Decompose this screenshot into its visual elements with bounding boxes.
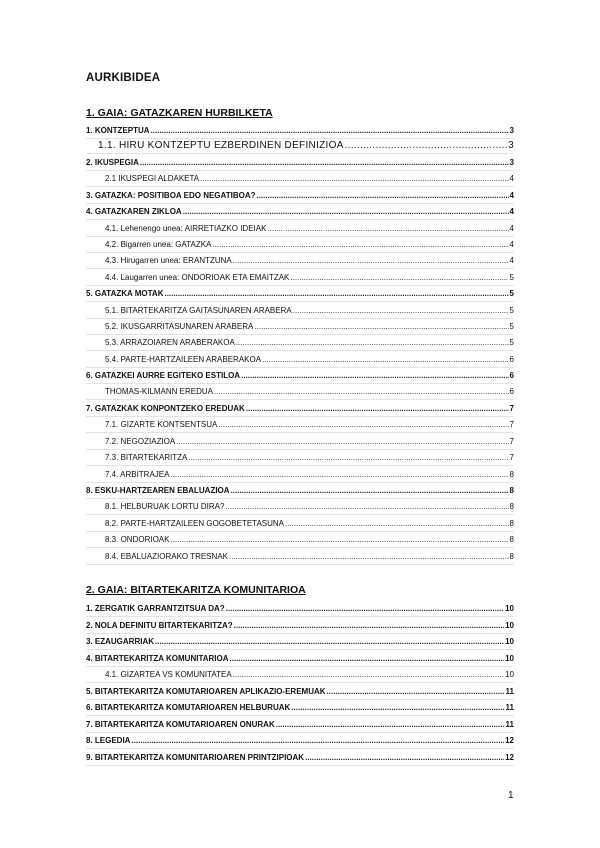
toc-entry-page: 4 (509, 191, 514, 200)
toc-entry[interactable] (105, 419, 514, 430)
toc-entry[interactable] (105, 272, 514, 283)
toc-entry-label: 4.1. Lehenengo unea: AIRRETIAZKO IDEIAK (105, 224, 267, 233)
toc-entry[interactable] (86, 125, 514, 136)
toc-entry-label: 7. BITARTEKARITZA KOMUTARIOAREN ONURAK (86, 720, 275, 729)
toc-entry[interactable] (105, 501, 514, 512)
chapter2-heading: 2. GAIA: BITARTEKARITZA KOMUNITARIOA (86, 584, 306, 596)
toc-entry[interactable] (105, 255, 514, 266)
row-divider (86, 350, 514, 351)
row-divider (86, 268, 514, 269)
toc-entry[interactable] (105, 337, 514, 348)
page-number: 1 (508, 790, 514, 801)
row-divider (86, 285, 514, 286)
row-divider (86, 236, 514, 237)
toc-entry-page: 4 (509, 256, 514, 265)
dot-leader (231, 485, 509, 496)
toc-entry[interactable] (86, 157, 514, 168)
toc-entry-page: 8 (509, 470, 514, 479)
toc-entry[interactable] (86, 288, 514, 299)
toc-entry-page: 8 (509, 552, 514, 561)
toc-entry-label: 3. EZAUGARRIAK (86, 637, 155, 646)
toc-entry-label: 7.3. BITARTEKARITZA (105, 453, 188, 462)
toc-entry-page: 3 (509, 158, 514, 167)
dot-leader (164, 288, 508, 299)
row-divider (86, 748, 514, 749)
toc-entry[interactable] (105, 223, 514, 234)
toc-entry-label: 4. BITARTEKARITZA KOMUNITARIOA (86, 654, 229, 663)
row-divider (86, 416, 514, 417)
toc-entry-label: 8.1. HELBURUAK LORTU DIRA? (105, 502, 225, 511)
toc-entry-page: 11 (505, 703, 514, 712)
toc-entry-page: 8 (509, 535, 514, 544)
toc-entry-label: 6. GATAZKEI AURRE EGITEKO ESTILOA (86, 371, 241, 380)
toc-entry[interactable] (86, 719, 514, 730)
toc-entry-label: THOMAS-KILMANN EREDUA (105, 387, 214, 396)
row-divider (86, 301, 514, 302)
dot-leader (151, 125, 509, 136)
row-divider (86, 186, 514, 187)
dot-leader (218, 419, 508, 430)
toc-entry-label: 6. BITARTEKARITZA KOMUTARIOAREN HELBURUAK (86, 703, 291, 712)
dot-leader (254, 321, 508, 332)
toc-entry[interactable] (86, 620, 514, 631)
toc-entry-page: 4 (509, 174, 514, 183)
dot-leader (212, 239, 508, 250)
row-divider (86, 649, 514, 650)
row-divider (86, 203, 514, 204)
toc-entry-page: 4 (509, 207, 514, 216)
toc-entry[interactable] (86, 370, 514, 381)
toc-entry-label: 2. NOLA DEFINITU BITARTEKARITZA? (86, 621, 233, 630)
dot-leader (327, 686, 505, 697)
row-divider (86, 449, 514, 450)
dot-leader (233, 255, 509, 266)
toc-title: AURKIBIDEA (86, 72, 161, 84)
toc-entry-label: 8. LEGEDIA (86, 736, 131, 745)
dot-leader (291, 702, 504, 713)
toc-entry-label: 1. KONTZEPTUA (86, 126, 150, 135)
toc-entry-label: 7.1. GIZARTE KONTSENTSUA (105, 420, 218, 429)
row-divider (86, 616, 514, 617)
row-divider (86, 334, 514, 335)
dot-leader (140, 157, 509, 168)
dot-leader (256, 190, 508, 201)
dot-leader (246, 403, 509, 414)
toc-entry-label: 7.2. NEGOZIAZIOA (105, 437, 176, 446)
toc-entry-page: 10 (505, 604, 514, 613)
toc-entry-page: 5 (509, 338, 514, 347)
toc-entry-label: 4.4. Laugarren unea: ONDORIOAK ETA EMAITZAK (105, 273, 290, 282)
row-divider (86, 138, 514, 139)
toc-entry[interactable] (86, 735, 514, 746)
dot-leader (305, 752, 504, 763)
toc-entry[interactable] (86, 603, 514, 614)
row-divider (86, 432, 514, 433)
row-divider (86, 715, 514, 716)
toc-entry-page: 11 (505, 687, 514, 696)
dot-leader (200, 173, 508, 184)
row-divider (86, 547, 514, 548)
toc-entry[interactable] (105, 173, 514, 184)
toc-entry-page: 5 (509, 289, 514, 298)
dot-leader (170, 469, 508, 480)
toc-entry-label: 4. GATAZKAREN ZIKLOA (86, 207, 182, 216)
toc-entry-page: 3 (508, 140, 514, 151)
dot-leader (285, 518, 509, 529)
dot-leader (131, 735, 504, 746)
dot-leader (176, 436, 508, 447)
dot-leader (241, 370, 508, 381)
dot-leader (345, 140, 507, 152)
dot-leader (155, 636, 504, 647)
toc-entry[interactable] (98, 140, 514, 152)
row-divider (86, 399, 514, 400)
toc-entry-page: 7 (509, 404, 514, 413)
toc-entry[interactable] (86, 485, 514, 496)
toc-entry[interactable] (86, 653, 514, 664)
dot-leader (267, 223, 508, 234)
toc-entry[interactable] (105, 386, 514, 397)
toc-entry-page: 10 (505, 654, 514, 663)
dot-leader (276, 719, 505, 730)
row-divider (86, 666, 514, 667)
toc-entry-label: 8.2. PARTE-HARTZAILEEN GOGOBETETASUNA (105, 519, 285, 528)
toc-entry-page: 12 (505, 753, 514, 762)
row-divider (86, 633, 514, 634)
dot-leader (229, 551, 509, 562)
toc-entry-page: 4 (509, 224, 514, 233)
toc-entry[interactable] (86, 636, 514, 647)
toc-entry-label: 5.2. IKUSGARRITASUNAREN ARABERA (105, 322, 254, 331)
toc-entry[interactable] (105, 305, 514, 316)
toc-entry[interactable] (105, 469, 514, 480)
toc-entry-label: 8.3. ONDORIOAK (105, 535, 170, 544)
toc-entry[interactable] (105, 321, 514, 332)
dot-leader (262, 354, 508, 365)
toc-entry-label: 2. IKUSPEGIA (86, 158, 139, 167)
toc-entry-page: 4 (509, 240, 514, 249)
dot-leader (170, 534, 508, 545)
toc-entry-label: 4.1. GIZARTEA VS KOMUNITATEA (105, 670, 232, 679)
toc-entry-page: 8 (509, 486, 514, 495)
row-divider (86, 170, 514, 171)
dot-leader (225, 501, 508, 512)
toc-entry-page: 7 (509, 437, 514, 446)
toc-entry[interactable] (105, 354, 514, 365)
row-divider (86, 153, 514, 154)
chapter1-heading: 1. GAIA: GATAZKAREN HURBILKETA (86, 107, 273, 119)
toc-entry-label: 7. GATAZKAK KONPONTZEKO EREDUAK (86, 404, 245, 413)
toc-entry[interactable] (86, 752, 514, 763)
row-divider (86, 682, 514, 683)
row-divider (86, 498, 514, 499)
dot-leader (290, 272, 508, 283)
row-divider (86, 367, 514, 368)
row-divider (86, 318, 514, 319)
toc-entry[interactable] (86, 403, 514, 414)
dot-leader (226, 603, 504, 614)
row-divider (86, 514, 514, 515)
toc-entry-label: 5. BITARTEKARITZA KOMUTARIOAREN APLIKAZIO-EREMUAK (86, 687, 326, 696)
dot-leader (188, 452, 508, 463)
toc-entry-page: 10 (505, 670, 514, 679)
toc-entry-page: 11 (505, 720, 514, 729)
toc-entry[interactable] (105, 551, 514, 562)
toc-entry-label: 2.1 IKUSPEGI ALDAKETA (105, 174, 200, 183)
toc-entry-label: 3. GATAZKA: POSITIBOA EDO NEGATIBOA? (86, 191, 256, 200)
toc-entry-label: 4.2. Bigarren unea: GATAZKA (105, 240, 212, 249)
dot-leader (293, 305, 509, 316)
row-divider (86, 531, 514, 532)
toc-entry[interactable] (105, 534, 514, 545)
toc-entry-label: 8.4. EBALUAZIORAKO TRESNAK (105, 552, 229, 561)
dot-leader (233, 669, 504, 680)
toc-entry-label: 1. ZERGATIK GARRANTZITSUA DA? (86, 604, 225, 613)
toc-entry-label: 5.3. ARRAZOIAREN ARABERAKOA (105, 338, 235, 347)
toc-entry[interactable] (105, 518, 514, 529)
toc-entry-page: 6 (509, 371, 514, 380)
toc-entry[interactable] (105, 436, 514, 447)
toc-entry[interactable] (105, 669, 514, 680)
toc-entry-page: 10 (505, 621, 514, 630)
toc-entry-page: 12 (505, 736, 514, 745)
toc-entry-page: 5 (509, 306, 514, 315)
row-divider (86, 219, 514, 220)
toc-entry-page: 5 (509, 322, 514, 331)
dot-leader (214, 386, 509, 397)
toc-entry[interactable] (86, 190, 514, 201)
toc-entry-label: 9. BITARTEKARITZA KOMUNITARIOAREN PRINTZIPIOAK (86, 753, 305, 762)
toc-entry[interactable] (86, 702, 514, 713)
toc-entry[interactable] (105, 239, 514, 250)
toc-entry-label: 7.4. ARBITRAJEA (105, 470, 170, 479)
toc-entry-page: 8 (509, 519, 514, 528)
toc-entry[interactable] (105, 452, 514, 463)
toc-entry-page: 5 (509, 273, 514, 282)
toc-entry-label: 5.4. PARTE-HARTZAILEEN ARABERAKOA (105, 355, 262, 364)
row-divider (86, 564, 514, 565)
toc-entry-page: 6 (509, 387, 514, 396)
toc-entry-page: 7 (509, 453, 514, 462)
toc-entry-label: 5.1. BITARTEKARITZA GAITASUNAREN ARABERA (105, 306, 292, 315)
row-divider (86, 482, 514, 483)
dot-leader (234, 620, 504, 631)
row-divider (86, 732, 514, 733)
toc-entry[interactable] (86, 686, 514, 697)
dot-leader (183, 206, 509, 217)
toc-entry[interactable] (86, 206, 514, 217)
toc-entry-label: 4.3. Hirugarren unea: ERANTZUNA (105, 256, 232, 265)
toc-entry-label: 5. GATAZKA MOTAK (86, 289, 164, 298)
toc-entry-page: 3 (509, 126, 514, 135)
toc-entry-page: 7 (509, 420, 514, 429)
toc-entry-page: 10 (505, 637, 514, 646)
row-divider (86, 765, 514, 766)
row-divider (86, 383, 514, 384)
row-divider (86, 252, 514, 253)
toc-entry-page: 8 (509, 502, 514, 511)
toc-entry-label: 1.1. HIRU KONTZEPTU EZBERDINEN DEFINIZIOA (98, 140, 344, 151)
dot-leader (236, 337, 509, 348)
row-divider (86, 465, 514, 466)
toc-entry-label: 8. ESKU-HARTZEAREN EBALUAZIOA (86, 486, 230, 495)
row-divider (86, 699, 514, 700)
toc-entry-page: 6 (509, 355, 514, 364)
dot-leader (230, 653, 505, 664)
